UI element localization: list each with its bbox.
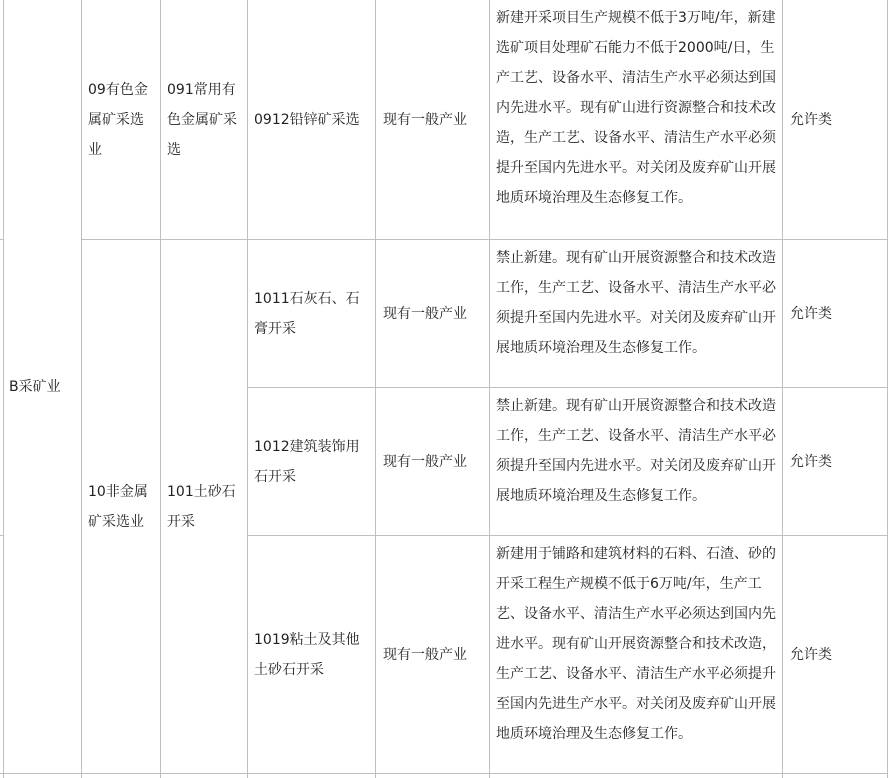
minor-class-label: 1012建筑装饰用石开采 — [254, 438, 360, 485]
medium-class-label: 091常用有色金属矿采选 — [167, 81, 237, 158]
category-cell — [9, 0, 79, 773]
permission-type: 允许类 — [790, 111, 832, 128]
status-cell — [383, 0, 487, 239]
medium-cell — [167, 240, 243, 773]
permission-type: 允许类 — [790, 453, 832, 470]
minor-class-label: 1011石灰石、石膏开采 — [254, 290, 360, 337]
industry-status: 现有一般产业 — [383, 111, 467, 128]
industry-status: 现有一般产业 — [383, 646, 467, 663]
grid-line — [247, 0, 248, 778]
grid-line — [887, 0, 888, 778]
minor-class-label: 0912铅锌矿采选 — [254, 111, 360, 128]
minor-cell — [254, 240, 370, 387]
grid-line — [0, 239, 3, 240]
grid-line — [160, 0, 161, 778]
type-cell — [790, 388, 885, 535]
medium-cell — [167, 0, 243, 239]
industry-status: 现有一般产业 — [383, 453, 467, 470]
status-cell — [383, 388, 487, 535]
requirement-cell — [496, 391, 778, 535]
industry-status: 现有一般产业 — [383, 305, 467, 322]
grid-line — [0, 773, 888, 774]
requirement-text: 禁止新建。现有矿山开展资源整合和技术改造工作，生产工艺、设备水平、清洁生产水平必须提升至国内先进水平。对关闭及废弃矿山开展地质环境治理及生态修复工作。 — [496, 398, 776, 504]
grid-line — [782, 0, 783, 778]
type-cell — [790, 0, 885, 239]
major-class-label: 09有色金属矿采选业 — [88, 81, 148, 158]
requirement-cell — [496, 539, 778, 773]
requirement-cell — [496, 243, 778, 387]
medium-class-label: 101土砂石开采 — [167, 483, 236, 530]
major-class-label: 10非金属矿采选业 — [88, 483, 148, 530]
grid-line — [489, 0, 490, 778]
grid-line — [3, 0, 4, 778]
minor-cell — [254, 388, 370, 535]
type-cell — [790, 536, 885, 773]
requirement-text: 新建开采项目生产规模不低于3万吨/年，新建选矿项目处理矿石能力不低于2000吨/日，生产工艺、设备水平、清洁生产水平必须达到国内先进水平。现有矿山进行资源整合和技术改造，生产工艺、设备水平、清洁生产水平必须提升至国内先进水平。对关闭及废弃矿山开展地质环境治理及生态修复工作。 — [496, 10, 776, 206]
permission-type: 允许类 — [790, 305, 832, 322]
category-label: B采矿业 — [9, 378, 61, 395]
status-cell — [383, 240, 487, 387]
major-cell — [88, 240, 156, 773]
grid-line — [81, 0, 82, 778]
grid-line — [375, 0, 376, 778]
requirement-text: 禁止新建。现有矿山开展资源整合和技术改造工作，生产工艺、设备水平、清洁生产水平必须提升至国内先进水平。对关闭及废弃矿山开展地质环境治理及生态修复工作。 — [496, 250, 776, 356]
minor-cell — [254, 536, 370, 773]
type-cell — [790, 240, 885, 387]
requirement-cell — [496, 3, 778, 237]
minor-class-label: 1019粘土及其他土砂石开采 — [254, 631, 360, 678]
status-cell — [383, 536, 487, 773]
requirement-text: 新建用于铺路和建筑材料的石料、石渣、砂的开采工程生产规模不低于6万吨/年，生产工艺、设备水平、清洁生产水平必须达到国内先进水平。现有矿山开展资源整合和技术改造，生产工艺、设备水平、清洁生产水平必须提升至国内先进生产水平。对关闭及废弃矿山开展地质环境治理及生态修复工作。 — [496, 546, 776, 742]
minor-cell — [254, 0, 370, 239]
permission-type: 允许类 — [790, 646, 832, 663]
major-cell — [88, 0, 156, 239]
grid-line — [0, 535, 3, 536]
